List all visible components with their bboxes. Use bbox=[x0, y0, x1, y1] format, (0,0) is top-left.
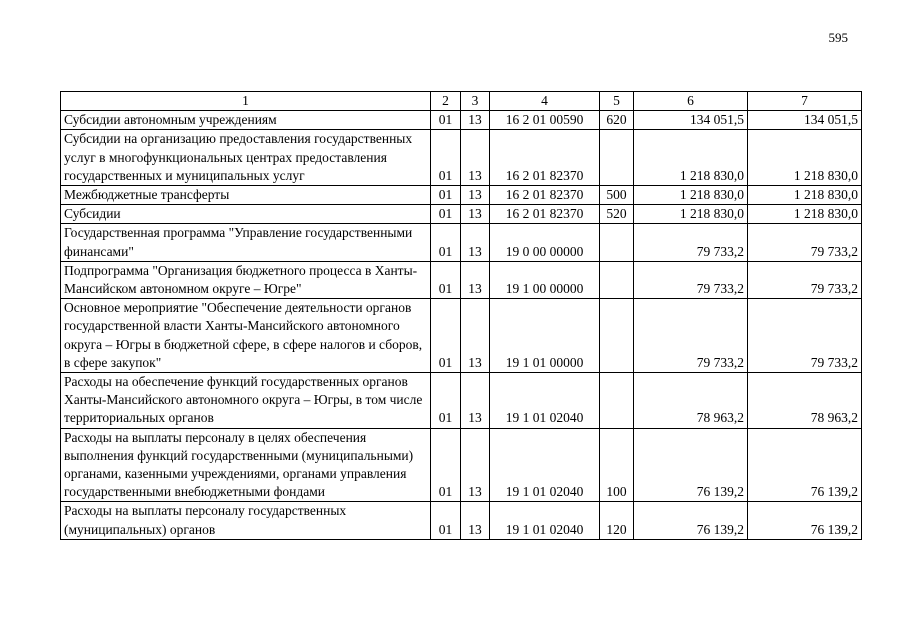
table-row bbox=[61, 373, 862, 429]
subsection-code-cell: 13 bbox=[461, 224, 490, 261]
subsection-code-cell: 13 bbox=[461, 186, 490, 205]
table-row bbox=[61, 130, 862, 186]
page-number: 595 bbox=[828, 30, 848, 45]
target-article-cell: 16 2 01 82370 bbox=[490, 186, 600, 205]
table-body bbox=[61, 92, 862, 540]
row-name-cell: Расходы на выплаты персоналу государственных (муниципальных) органов bbox=[61, 502, 431, 539]
subsection-code-cell: 13 bbox=[461, 428, 490, 502]
amount-2-cell: 79 733,2 bbox=[748, 261, 862, 298]
section-code-cell: 01 bbox=[431, 373, 461, 429]
header-cell: 2 bbox=[431, 92, 461, 111]
expense-type-cell: 620 bbox=[600, 111, 634, 130]
table-row bbox=[61, 224, 862, 261]
row-name-cell: Расходы на выплаты персоналу в целях обеспечения выполнения функций государственными (муниципальными) органами, казенными учреждениями, органами управления государственными внебюджетными фондами bbox=[61, 428, 431, 502]
row-name-cell: Расходы на обеспечение функций государственных органов Ханты-Мансийского автономного округа – Югры, в том числе территориальных органов bbox=[61, 373, 431, 429]
header-cell: 7 bbox=[748, 92, 862, 111]
table-row bbox=[61, 502, 862, 539]
expense-type-cell: 120 bbox=[600, 502, 634, 539]
amount-1-cell: 1 218 830,0 bbox=[634, 130, 748, 186]
amount-2-cell: 79 733,2 bbox=[748, 224, 862, 261]
subsection-code-cell: 13 bbox=[461, 299, 490, 373]
amount-2-cell: 78 963,2 bbox=[748, 373, 862, 429]
amount-2-cell: 76 139,2 bbox=[748, 428, 862, 502]
table-row bbox=[61, 299, 862, 373]
target-article-cell: 19 1 01 02040 bbox=[490, 502, 600, 539]
target-article-cell: 19 1 01 00000 bbox=[490, 299, 600, 373]
amount-1-cell: 76 139,2 bbox=[634, 502, 748, 539]
row-name-cell: Субсидии на организацию предоставления государственных услуг в многофункциональных центрах предоставления государственных и муниципальных услуг bbox=[61, 130, 431, 186]
row-name-cell: Основное мероприятие "Обеспечение деятельности органов государственной власти Ханты-Мансийского автономного округа – Югры в бюджетной сфере, в сфере налогов и сборов, в сфере закупок" bbox=[61, 299, 431, 373]
target-article-cell: 16 2 01 82370 bbox=[490, 205, 600, 224]
amount-1-cell: 79 733,2 bbox=[634, 299, 748, 373]
budget-table bbox=[60, 91, 862, 540]
row-name-cell: Межбюджетные трансферты bbox=[61, 186, 431, 205]
table-row bbox=[61, 111, 862, 130]
row-name-cell: Субсидии автономным учреждениям bbox=[61, 111, 431, 130]
section-code-cell: 01 bbox=[431, 111, 461, 130]
subsection-code-cell: 13 bbox=[461, 205, 490, 224]
section-code-cell: 01 bbox=[431, 299, 461, 373]
expense-type-cell: 100 bbox=[600, 428, 634, 502]
subsection-code-cell: 13 bbox=[461, 502, 490, 539]
subsection-code-cell: 13 bbox=[461, 130, 490, 186]
section-code-cell: 01 bbox=[431, 428, 461, 502]
amount-2-cell: 1 218 830,0 bbox=[748, 205, 862, 224]
amount-1-cell: 134 051,5 bbox=[634, 111, 748, 130]
section-code-cell: 01 bbox=[431, 186, 461, 205]
amount-1-cell: 79 733,2 bbox=[634, 224, 748, 261]
target-article-cell: 19 0 00 00000 bbox=[490, 224, 600, 261]
row-name-cell: Субсидии bbox=[61, 205, 431, 224]
table-row bbox=[61, 186, 862, 205]
amount-1-cell: 78 963,2 bbox=[634, 373, 748, 429]
header-cell: 4 bbox=[490, 92, 600, 111]
header-cell: 6 bbox=[634, 92, 748, 111]
table-header-row bbox=[61, 92, 862, 111]
expense-type-cell bbox=[600, 373, 634, 429]
section-code-cell: 01 bbox=[431, 224, 461, 261]
target-article-cell: 19 1 01 02040 bbox=[490, 428, 600, 502]
table-row bbox=[61, 428, 862, 502]
target-article-cell: 19 1 00 00000 bbox=[490, 261, 600, 298]
subsection-code-cell: 13 bbox=[461, 261, 490, 298]
amount-2-cell: 1 218 830,0 bbox=[748, 186, 862, 205]
amount-1-cell: 1 218 830,0 bbox=[634, 186, 748, 205]
subsection-code-cell: 13 bbox=[461, 111, 490, 130]
amount-1-cell: 79 733,2 bbox=[634, 261, 748, 298]
header-cell: 5 bbox=[600, 92, 634, 111]
expense-type-cell bbox=[600, 261, 634, 298]
table-row bbox=[61, 261, 862, 298]
target-article-cell: 19 1 01 02040 bbox=[490, 373, 600, 429]
section-code-cell: 01 bbox=[431, 502, 461, 539]
section-code-cell: 01 bbox=[431, 261, 461, 298]
amount-2-cell: 1 218 830,0 bbox=[748, 130, 862, 186]
expense-type-cell bbox=[600, 224, 634, 261]
expense-type-cell bbox=[600, 130, 634, 186]
target-article-cell: 16 2 01 00590 bbox=[490, 111, 600, 130]
expense-type-cell: 500 bbox=[600, 186, 634, 205]
amount-2-cell: 76 139,2 bbox=[748, 502, 862, 539]
amount-1-cell: 76 139,2 bbox=[634, 428, 748, 502]
header-cell: 3 bbox=[461, 92, 490, 111]
header-cell: 1 bbox=[61, 92, 431, 111]
amount-2-cell: 79 733,2 bbox=[748, 299, 862, 373]
row-name-cell: Государственная программа "Управление государственными финансами" bbox=[61, 224, 431, 261]
table-row bbox=[61, 205, 862, 224]
row-name-cell: Подпрограмма "Организация бюджетного процесса в Ханты-Мансийском автономном округе – Югре" bbox=[61, 261, 431, 298]
subsection-code-cell: 13 bbox=[461, 373, 490, 429]
amount-1-cell: 1 218 830,0 bbox=[634, 205, 748, 224]
target-article-cell: 16 2 01 82370 bbox=[490, 130, 600, 186]
expense-type-cell: 520 bbox=[600, 205, 634, 224]
section-code-cell: 01 bbox=[431, 130, 461, 186]
expense-type-cell bbox=[600, 299, 634, 373]
amount-2-cell: 134 051,5 bbox=[748, 111, 862, 130]
section-code-cell: 01 bbox=[431, 205, 461, 224]
